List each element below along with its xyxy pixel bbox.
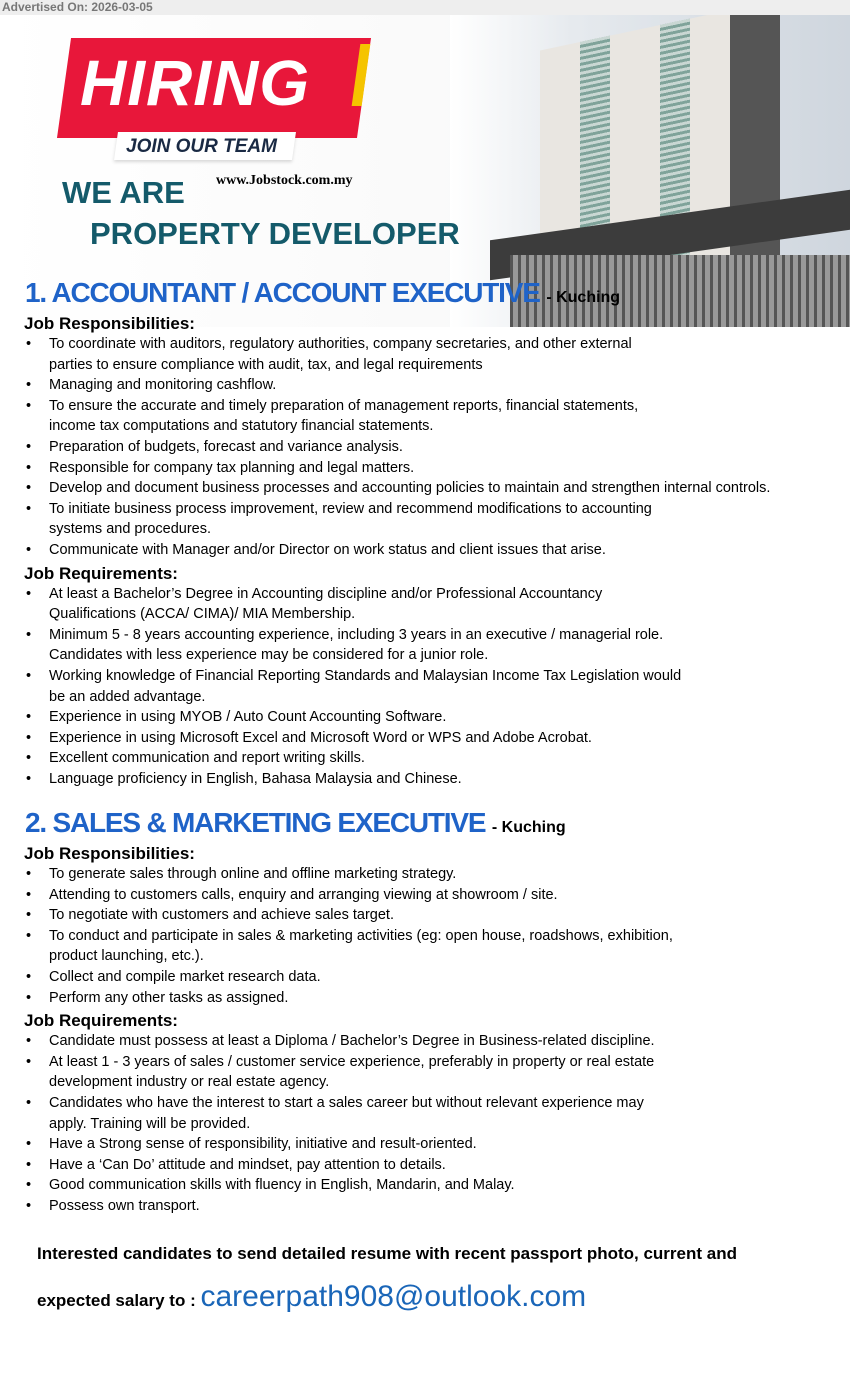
list-item-text: systems and procedures. [49, 521, 211, 538]
job-title: 2. SALES & MARKETING EXECUTIVE [25, 807, 486, 838]
responsibilities-list [0, 334, 850, 561]
list-item [0, 885, 850, 906]
requirements-heading: Job Requirements: [24, 563, 178, 583]
list-item [0, 396, 850, 437]
job-location: - Kuching [546, 289, 621, 306]
list-item-text: Have a ‘Can Do’ attitude and mindset, pay attention to details. [49, 1156, 446, 1173]
property-developer-heading: PROPERTY DEVELOPER [90, 216, 460, 251]
application-instructions [37, 1244, 737, 1314]
list-item-text: Collect and compile market research data. [49, 968, 321, 985]
list-item-text: be an added advantage. [49, 688, 206, 705]
list-item-text: To ensure the accurate and timely preparation of management reports, financial statements, [49, 397, 639, 414]
list-item-text: Preparation of budgets, forecast and variance analysis. [49, 438, 403, 455]
list-item-text: Possess own transport. [49, 1197, 200, 1214]
contact-email-link[interactable]: careerpath908@outlook.com [200, 1280, 587, 1313]
responsibilities-heading: Job Responsibilities: [24, 844, 195, 863]
website-watermark: www.Jobstock.com.my [216, 173, 353, 188]
list-item-text: To generate sales through online and offline marketing strategy. [49, 866, 457, 882]
list-item-text: To conduct and participate in sales & marketing activities (eg: open house, roadshows, exhibition, [49, 927, 673, 944]
list-item-text: Develop and document business processes and accounting policies to maintain and strengthen internal controls. [49, 480, 771, 497]
list-item [0, 707, 850, 728]
list-item [0, 375, 850, 396]
list-item [0, 988, 850, 1009]
responsibilities-heading: Job Responsibilities: [24, 314, 195, 333]
job-section-2 [0, 808, 850, 1217]
list-item-text: Attending to customers calls, enquiry and arranging viewing at showroom / site. [49, 886, 558, 903]
list-item [0, 334, 850, 375]
list-item-text: apply. Training will be provided. [49, 1115, 251, 1132]
list-item [0, 1155, 850, 1176]
job-location: - Kuching [491, 819, 566, 836]
list-item [0, 458, 850, 479]
list-item [0, 1196, 850, 1217]
requirements-list [0, 584, 850, 790]
list-item-text: Communicate with Manager and/or Director on work status and client issues that arise. [49, 541, 606, 558]
hiring-logo-text: HIRING [80, 47, 310, 119]
list-item [0, 769, 850, 790]
list-item [0, 499, 850, 540]
list-item-text: development industry or real estate agency. [49, 1074, 330, 1091]
list-item-text: Experience in using Microsoft Excel and Microsoft Word or WPS and Adobe Acrobat. [49, 729, 592, 746]
list-item-text: Language proficiency in English, Bahasa Malaysia and Chinese. [49, 770, 462, 787]
list-item-text: Perform any other tasks as assigned. [49, 989, 289, 1006]
list-item-text: Have a Strong sense of responsibility, initiative and result-oriented. [49, 1136, 477, 1153]
job-section-1 [0, 278, 850, 789]
list-item [0, 625, 850, 666]
list-item-text: Candidates with less experience may be considered for a junior role. [49, 647, 489, 664]
advertised-bar [0, 0, 850, 15]
list-item-text: Excellent communication and report writing skills. [49, 750, 365, 767]
list-item-text: product launching, etc.). [49, 948, 204, 965]
list-item [0, 728, 850, 749]
list-item [0, 666, 850, 707]
list-item-text: Candidate must possess at least a Diploma / Bachelor’s Degree in Business-related discipline. [49, 1033, 655, 1050]
join-our-team-text: JOIN OUR TEAM [126, 136, 277, 157]
instructions-line-1: Interested candidates to send detailed resume with recent passport photo, current and [37, 1244, 737, 1263]
list-item [0, 926, 850, 967]
list-item [0, 1175, 850, 1196]
list-item [0, 748, 850, 769]
requirements-list [0, 1031, 850, 1216]
job-title: 1. ACCOUNTANT / ACCOUNT EXECUTIVE [25, 277, 540, 308]
advertised-date: Advertised On: 2026-03-05 [2, 0, 153, 14]
list-item-text: Candidates who have the interest to start a sales career but without relevant experience may [49, 1094, 644, 1111]
responsibilities-list [0, 864, 850, 1008]
list-item-text: To negotiate with customers and achieve sales target. [49, 907, 394, 924]
list-item-text: At least a Bachelor’s Degree in Accounting discipline and/or Professional Accountancy [49, 585, 603, 602]
list-item [0, 1031, 850, 1052]
list-item [0, 1134, 850, 1155]
list-item [0, 437, 850, 458]
we-are-heading: WE ARE [62, 175, 185, 210]
list-item-text: Good communication skills with fluency in English, Mandarin, and Malay. [49, 1177, 515, 1194]
list-item [0, 1093, 850, 1134]
list-item-text: Minimum 5 - 8 years accounting experience, including 3 years in an executive / managerial role. [49, 626, 664, 643]
list-item [0, 905, 850, 926]
list-item-text: To initiate business process improvement, review and recommend modifications to accounting [49, 500, 652, 517]
list-item-text: income tax computations and statutory financial statements. [49, 418, 434, 435]
list-item-text: Responsible for company tax planning and legal matters. [49, 459, 415, 476]
list-item [0, 584, 850, 625]
list-item [0, 967, 850, 988]
list-item-text: At least 1 - 3 years of sales / customer service experience, preferably in property or real estate [49, 1053, 655, 1070]
instructions-line-2: expected salary to : [37, 1291, 196, 1310]
list-item-text: Managing and monitoring cashflow. [49, 377, 277, 394]
list-item [0, 864, 850, 885]
requirements-heading: Job Requirements: [24, 1011, 178, 1031]
list-item-text: Working knowledge of Financial Reporting Standards and Malaysian Income Tax Legislation would [49, 667, 682, 684]
list-item-text: parties to ensure compliance with audit, tax, and legal requirements [49, 356, 483, 373]
list-item [0, 478, 850, 499]
list-item [0, 540, 850, 561]
list-item-text: To coordinate with auditors, regulatory authorities, company secretaries, and other external [49, 336, 632, 352]
list-item-text: Experience in using MYOB / Auto Count Accounting Software. [49, 709, 447, 726]
list-item [0, 1052, 850, 1093]
list-item-text: Qualifications (ACCA/ CIMA)/ MIA Membership. [49, 606, 356, 623]
